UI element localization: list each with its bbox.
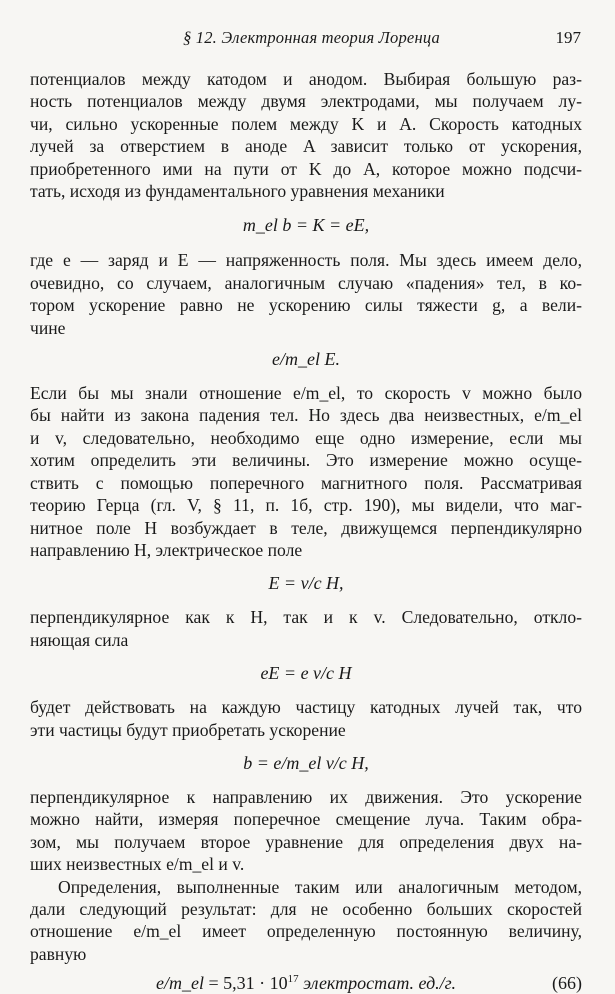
equation-rhs: = 5,31 · 10	[208, 973, 288, 994]
text-line: ших неизвестных e/m_el и v.	[30, 854, 245, 875]
equation-6	[30, 973, 582, 994]
text-line: лучей за отверстием в аноде A зависит только от ускорения,	[30, 136, 582, 157]
text-line: будет действовать на каждую частицу катодных лучей так, что	[30, 697, 582, 718]
equation-text: m_el b = K = eE,	[242, 215, 370, 236]
equation-number: (66)	[552, 973, 582, 994]
equation-units: электростат. ед./г.	[303, 973, 456, 994]
equation-2	[30, 349, 582, 370]
paragraph-5	[30, 696, 582, 741]
text-line: тором ускорение равно не ускорению силы тяжести g, а вели-	[30, 295, 582, 316]
text-line: нитное поле H возбуждает в теле, движущемся перпендикулярно	[30, 517, 582, 538]
equation-text: b = e/m_el v/c H,	[243, 752, 369, 773]
text-line: приобретенного ими на пути от K до A, которое можно подсчи-	[30, 158, 582, 179]
equation-5	[30, 753, 582, 774]
text-line: потенциалов между катодом и анодом. Выбирая большую раз-	[30, 69, 582, 89]
text-line: можно найти, измеряя поперечное смещение луча. Таким обра-	[30, 809, 582, 830]
equation-text: eE = e v/c H	[260, 663, 352, 684]
page-number: 197	[555, 28, 581, 47]
equation-exponent: 17	[287, 973, 299, 986]
text-line: равную	[30, 943, 87, 964]
text-line: отношение e/m_el имеет определенную постоянную величину,	[30, 921, 582, 942]
equation-3	[30, 573, 582, 594]
page-header	[0, 28, 615, 52]
text-line: где e — заряд и E — напряженность поля. Мы здесь имеем дело,	[30, 250, 582, 271]
text-line: дали следующий результат: для не особенно больших скоростей	[30, 898, 582, 919]
text-line: хотим определить эти величины. Это измерение можно осуще-	[30, 450, 582, 471]
equation-lhs: e/m_el	[156, 973, 204, 994]
text-line: ствить с помощью поперечного магнитного поля. Рассматривая	[30, 472, 582, 493]
equation-1	[30, 215, 582, 236]
paragraph-1	[30, 68, 582, 202]
text-line: Если бы мы знали отношение e/m_el, то скорость v можно было	[30, 383, 582, 404]
text-line: и v, следовательно, необходимо еще одно измерение, если мы	[30, 427, 582, 448]
text-line: ность потенциалов между двумя электродами, мы получаем лу-	[30, 91, 582, 112]
text-line: направлению H, электрическое поле	[30, 539, 303, 560]
text-line: тать, исходя из фундаментального уравнения механики	[30, 181, 445, 202]
text-line: бы найти из закона падения тел. Но здесь два неизвестных, e/m_el	[30, 405, 582, 426]
equation-text: E = v/c H,	[268, 573, 344, 594]
paragraph-4	[30, 606, 582, 651]
paragraph-3	[30, 382, 582, 561]
equation-4	[30, 663, 582, 684]
text-line: зом, мы получаем второе уравнение для определения двух на-	[30, 831, 582, 852]
page-body	[30, 68, 582, 994]
text-line: чи, сильно ускоренные полем между K и A. Скорость катодных	[30, 113, 582, 134]
text-line: эти частицы будут приобретать ускорение	[30, 719, 346, 740]
paragraph-6	[30, 786, 582, 876]
text-line: перпендикулярное как к H, так и к v. Следовательно, откло-	[30, 607, 582, 628]
text-line: теорию Герца (гл. V, § 11, п. 1б, стр. 190), мы видели, что маг-	[30, 495, 582, 516]
text-line: очевидно, со случаем, аналогичным случаю «падения» тел, в ко-	[30, 272, 582, 293]
equation-text: e/m_el E.	[272, 349, 340, 370]
text-line: чине	[30, 317, 66, 338]
text-line: няющая сила	[30, 629, 129, 650]
running-title: § 12. Электронная теория Лоренца	[183, 28, 440, 47]
paragraph-2	[30, 249, 582, 339]
paragraph-7	[30, 876, 582, 966]
text-line: перпендикулярное к направлению их движения. Это ускорение	[30, 786, 582, 807]
text-line: Определения, выполненные таким или аналогичным методом,	[58, 876, 582, 897]
